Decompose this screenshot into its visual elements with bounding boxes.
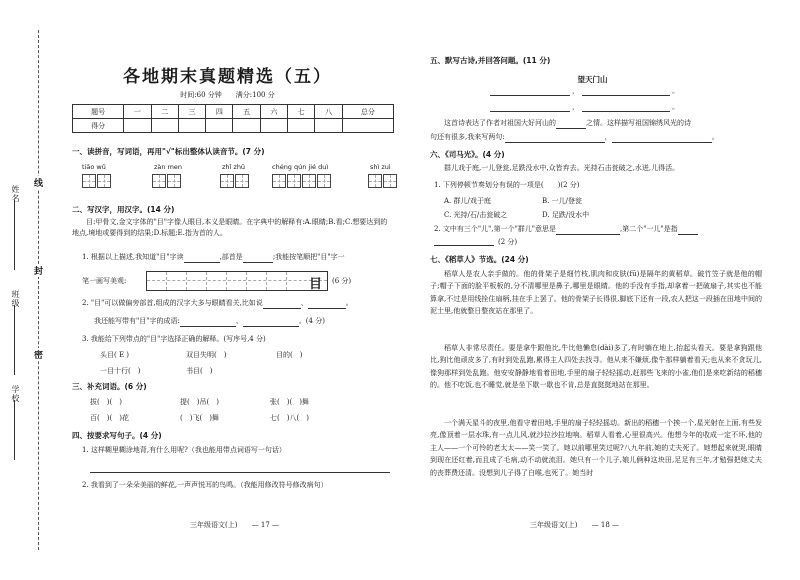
score-header-cell: 题号 [73, 105, 124, 119]
q2-2-score: 。(4 分) [298, 317, 325, 325]
score-table-header [73, 105, 394, 119]
writing-box[interactable] [302, 174, 316, 188]
page-footer-left [190, 520, 279, 530]
choice-item: 目的( ) [276, 351, 303, 359]
section-7-heading: 七、《稻草人》节选。(24 分) [430, 255, 529, 264]
score-header-cell: 二 [151, 105, 178, 119]
tianzige-row [82, 174, 392, 190]
answer-blank[interactable] [180, 318, 236, 327]
footer-page-number: — 17 — [251, 521, 280, 529]
answer-blank[interactable] [678, 226, 698, 235]
section-2-heading: 二、写汉字，用汉字。(14 分) [72, 205, 175, 214]
passage-paragraph: 稻草人是农人亲手做的。他的骨架子是细竹枝,肌肉和皮肤(fū)是隔年的黄稻草。破竹笠子就是他的帽子;帽子下面的脸平板板的,分不清哪里是鼻子,哪里是眼睛。他的手没有手指,却拿着一把破扇子,其实也不能算拿,不过是用线拴住扇柄,挂在手上罢了。他的骨架子长得很,脚底下还有一段,农人把这一段插在田地中间的泥土里,他就整日整夜站在那里了。 [430, 270, 762, 316]
passage-paragraph: 稻草人非常尽责任。要是拿牛跟他比,牛比他懒怠(dài)多了,有时躺在地上,抬起头看天。要是拿狗跟他比,狗比他顽皮多了,有时到处乱跑,累得主人四处去找寻。他从来不嫌烦,像牛那样躺着看天;也从来不贪玩儿,像狗那样到处乱跑。他安安静静地看着田地,手里的扇子轻轻摇动,赶那些飞来的小雀,他们是来吃新结的稻穗的。他不吃饭,也不睡觉,就是坐下歇一歇也不肯,总是直挺挺地站在那里。 [430, 344, 762, 390]
score-header-cell: 四 [206, 105, 233, 119]
question-2-1 [82, 252, 394, 263]
poem-line-blank[interactable] [582, 111, 670, 112]
model-character: 目 [309, 277, 323, 292]
pinyin-item: zàn men [154, 163, 183, 171]
choice-item: 书目( ) [186, 367, 213, 375]
footer-page-number: — 18 — [591, 521, 620, 529]
question-4-1: 1. 这样糊里糊涂地背,有什么用呢?（我也能用带点词语写一句话） [82, 446, 286, 454]
grid-guide [246, 272, 247, 290]
question-6-1: 1. 下列停顿节奏划分有误的一项是( )(2 分) [434, 181, 580, 189]
q2-2-text: 2. "目"可以做偏旁部首,组成的汉字大多与眼睛看关,比如说 [82, 299, 263, 307]
class-writeline [14, 305, 15, 375]
q2-1-stroke-label: 笔一画写美观: [82, 277, 127, 285]
exam-subtitle: 时间:60 分钟 满分:100 分 [180, 91, 275, 99]
score-header-cell: 五 [233, 105, 260, 119]
question-5-2: 句还有很多,我来写两句: ， 。 [430, 133, 719, 141]
pinyin-item: zhǐ zhǔ [222, 163, 246, 171]
answer-blank[interactable] [243, 254, 273, 263]
grid-guide [147, 280, 327, 281]
score-header-cell: 总分 [342, 105, 393, 119]
answer-blank[interactable] [556, 226, 620, 235]
score-cell[interactable] [233, 119, 260, 133]
grid-guide [226, 272, 227, 290]
score-cell[interactable] [206, 119, 233, 133]
q6-2-score: (2 分) [498, 238, 518, 246]
grid-guide [286, 272, 287, 290]
answer-blank[interactable] [556, 120, 586, 129]
writing-box[interactable] [272, 174, 286, 188]
grid-guide [186, 272, 187, 290]
stroke-order-grid[interactable] [146, 271, 328, 291]
idiom-blank[interactable]: 提( )吊( ) [180, 398, 219, 406]
school-label: 学校 [11, 385, 20, 403]
cut-word-line: 线 [32, 178, 42, 187]
punct: 。 [672, 103, 679, 111]
writing-box[interactable] [82, 174, 96, 188]
writing-box[interactable] [220, 174, 234, 188]
writing-box[interactable] [287, 174, 301, 188]
option-d[interactable]: D. 足跌/没水中 [542, 211, 590, 219]
cut-word-dense: 密 [32, 350, 42, 359]
score-header-cell: 八 [315, 105, 342, 119]
score-table-row [73, 119, 394, 133]
section-2-paragraph: 目:甲骨文,金文字体的"目"字像人眼目,本义是眼睛。在字典中的解释有:A.眼睛;B.看;C.想要达到的地点,境地或要得到的结果;D.标题;E.指为首的人。 [72, 218, 388, 237]
binding-strip [0, 0, 60, 580]
poem-line-blank[interactable] [490, 111, 570, 112]
section-3-heading: 三、补充词语。(6 分) [72, 382, 147, 391]
score-header-cell: 一 [124, 105, 151, 119]
pinyin-item: chéng qún jié duì [272, 163, 329, 171]
question-5-1 [444, 118, 764, 129]
cut-dashed-line [38, 30, 39, 550]
answer-blank[interactable] [612, 134, 712, 143]
name-writeline [14, 200, 15, 270]
punct: ， [572, 87, 579, 95]
q2-1-text: ;我能按笔顺把"目"字一 [272, 253, 345, 261]
score-cell[interactable] [124, 119, 151, 133]
section-6-heading: 六、《司马光》。(4 分) [430, 150, 505, 159]
poem-line-blank[interactable] [490, 95, 570, 96]
cut-word-seal: 封 [32, 266, 42, 275]
question-2-2b: 我还能写带有"目"字的成语: 、 。(4 分) [94, 317, 325, 325]
score-table [72, 104, 394, 133]
q5-text: 这首诗表达了作者对祖国大好河山的 [444, 119, 556, 127]
writing-box[interactable] [152, 174, 166, 188]
q6-2-text: 2. 文中有三个"儿",第一个"群儿"意思是 [434, 225, 557, 233]
question-2-2: 2. "目"可以做偏旁部首,组成的汉字大多与眼睛看关,比如说 、 。 [82, 299, 353, 307]
writing-box[interactable] [167, 174, 181, 188]
score-row-label: 得分 [73, 119, 124, 133]
sima-guang-text: 群儿戏于庭,一儿登瓮,足跌没水中,众皆弃去。光持石击瓮破之,水迸,儿得活。 [444, 164, 680, 172]
choice-item: 一目十行( ) [100, 367, 141, 375]
q2-1-score: (6 分) [332, 277, 352, 285]
idiom-blank[interactable]: 张( )( )舞 [270, 398, 309, 406]
grid-guide [206, 272, 207, 290]
class-label: 班级 [11, 290, 20, 308]
section-4-heading: 四、按要求写句子。(4 分) [72, 431, 162, 440]
grid-guide [266, 272, 267, 290]
score-cell[interactable] [260, 119, 287, 133]
footer-label: 三年级语文(上) [190, 521, 238, 529]
idiom-blank[interactable]: 拔( )( ) [90, 398, 122, 406]
poem-title: 望天门山 [577, 75, 608, 84]
score-cell[interactable] [342, 119, 393, 133]
writing-box[interactable] [368, 174, 382, 188]
question-4-2: 2. 我看到了一朵朵美丽的鲜花,一声声悦耳的鸟鸣。（我能用修改符号修改病句） [82, 481, 328, 489]
grid-guide [166, 272, 167, 290]
pinyin-item: tiāo wǔ [82, 163, 106, 171]
option-c[interactable]: C. 光持/石/击瓮破之 [444, 211, 508, 219]
left-page [60, 0, 395, 580]
score-cell[interactable] [315, 119, 342, 133]
writing-box[interactable] [383, 174, 397, 188]
name-label: 姓名 [11, 185, 20, 203]
writing-box[interactable] [235, 174, 249, 188]
option-a[interactable]: A. 群儿/戏于庭 [444, 197, 491, 205]
answer-line[interactable] [434, 245, 494, 246]
answer-blank[interactable] [184, 254, 220, 263]
idiom-blank[interactable]: 七( )八( ) [270, 414, 309, 422]
section-5-heading: 五、默写古诗,并回答问题。(11 分) [430, 56, 551, 65]
idiom-blank[interactable]: 百( )( )花 [90, 414, 129, 422]
footer-label: 三年级语文(上) [530, 521, 578, 529]
idiom-blank[interactable]: ( )飞( )舞 [180, 414, 219, 422]
option-b[interactable]: B. 一儿/登瓮 [542, 197, 582, 205]
score-header-cell: 三 [178, 105, 205, 119]
writing-box[interactable] [317, 174, 331, 188]
writing-box[interactable] [97, 174, 111, 188]
right-page [420, 0, 765, 580]
passage-paragraph: 一个满天星斗的夜里,他看守着田地,手里的扇子轻轻摇动。新出的稻穗一个挨一个,星光射在上面,有些发亮,像顶着一层水珠,有一点儿风,就沙拉沙拉地响。稻草人看着,心里很高兴。他想今年的收成一定不坏,他的主人——一个可怜的老太太——笑一笑了。她以前哪里笑过呢?八九年前,她的丈夫死了。她想起来就哭,眼睛到现在还红着,而且成了毛病,动不动就流泪。她只有一个儿子,娘儿俩种这块田,足足有三年,才勉强把她丈夫的丧葬费还清。没想到儿子得了白喉,也死了。她当时 [430, 419, 762, 477]
school-writeline [14, 400, 15, 460]
question-6-2 [434, 224, 698, 235]
q6-2-text: ,第二个"一儿"是指 [620, 225, 678, 233]
pinyin-item: shì zuì [370, 163, 391, 171]
punct: 。 [672, 87, 679, 95]
poem-line-blank[interactable] [582, 95, 670, 96]
score-header-cell: 七 [288, 105, 315, 119]
q2-1-text: ,部首是 [219, 253, 243, 261]
punct: ， [572, 103, 579, 111]
score-header-cell: 六 [260, 105, 287, 119]
score-cell[interactable] [151, 119, 178, 133]
q2-2b-text: 我还能写带有"目"字的成语: [94, 317, 180, 325]
score-cell[interactable] [178, 119, 205, 133]
answer-blank[interactable] [263, 300, 301, 309]
answer-blank[interactable] [308, 300, 346, 309]
page-title: 各地期末真题精选（五） [123, 67, 332, 87]
score-cell[interactable] [288, 119, 315, 133]
choice-item: 双目失明( ) [186, 351, 227, 359]
page-footer-right [530, 520, 619, 530]
question-2-3: 3. 我能给下列带点的"目"字选择正确的解释。(写序号,4 分) [82, 335, 266, 343]
section-1-heading: 一、读拼音，写词语，再用"√"标出整体认读音节。(7 分) [72, 147, 265, 156]
answer-line[interactable] [90, 472, 390, 473]
choice-item: 头目( E ) [100, 351, 130, 359]
answer-blank[interactable] [505, 134, 605, 143]
q2-1-text: 1. 根据以上描述,我知道"目"字读 [82, 253, 184, 261]
q5-text: 之情。这样描写祖国锦绣风光的诗 [586, 119, 691, 127]
q5-text: 句还有很多,我来写两句: [430, 133, 505, 141]
answer-blank[interactable] [243, 318, 299, 327]
